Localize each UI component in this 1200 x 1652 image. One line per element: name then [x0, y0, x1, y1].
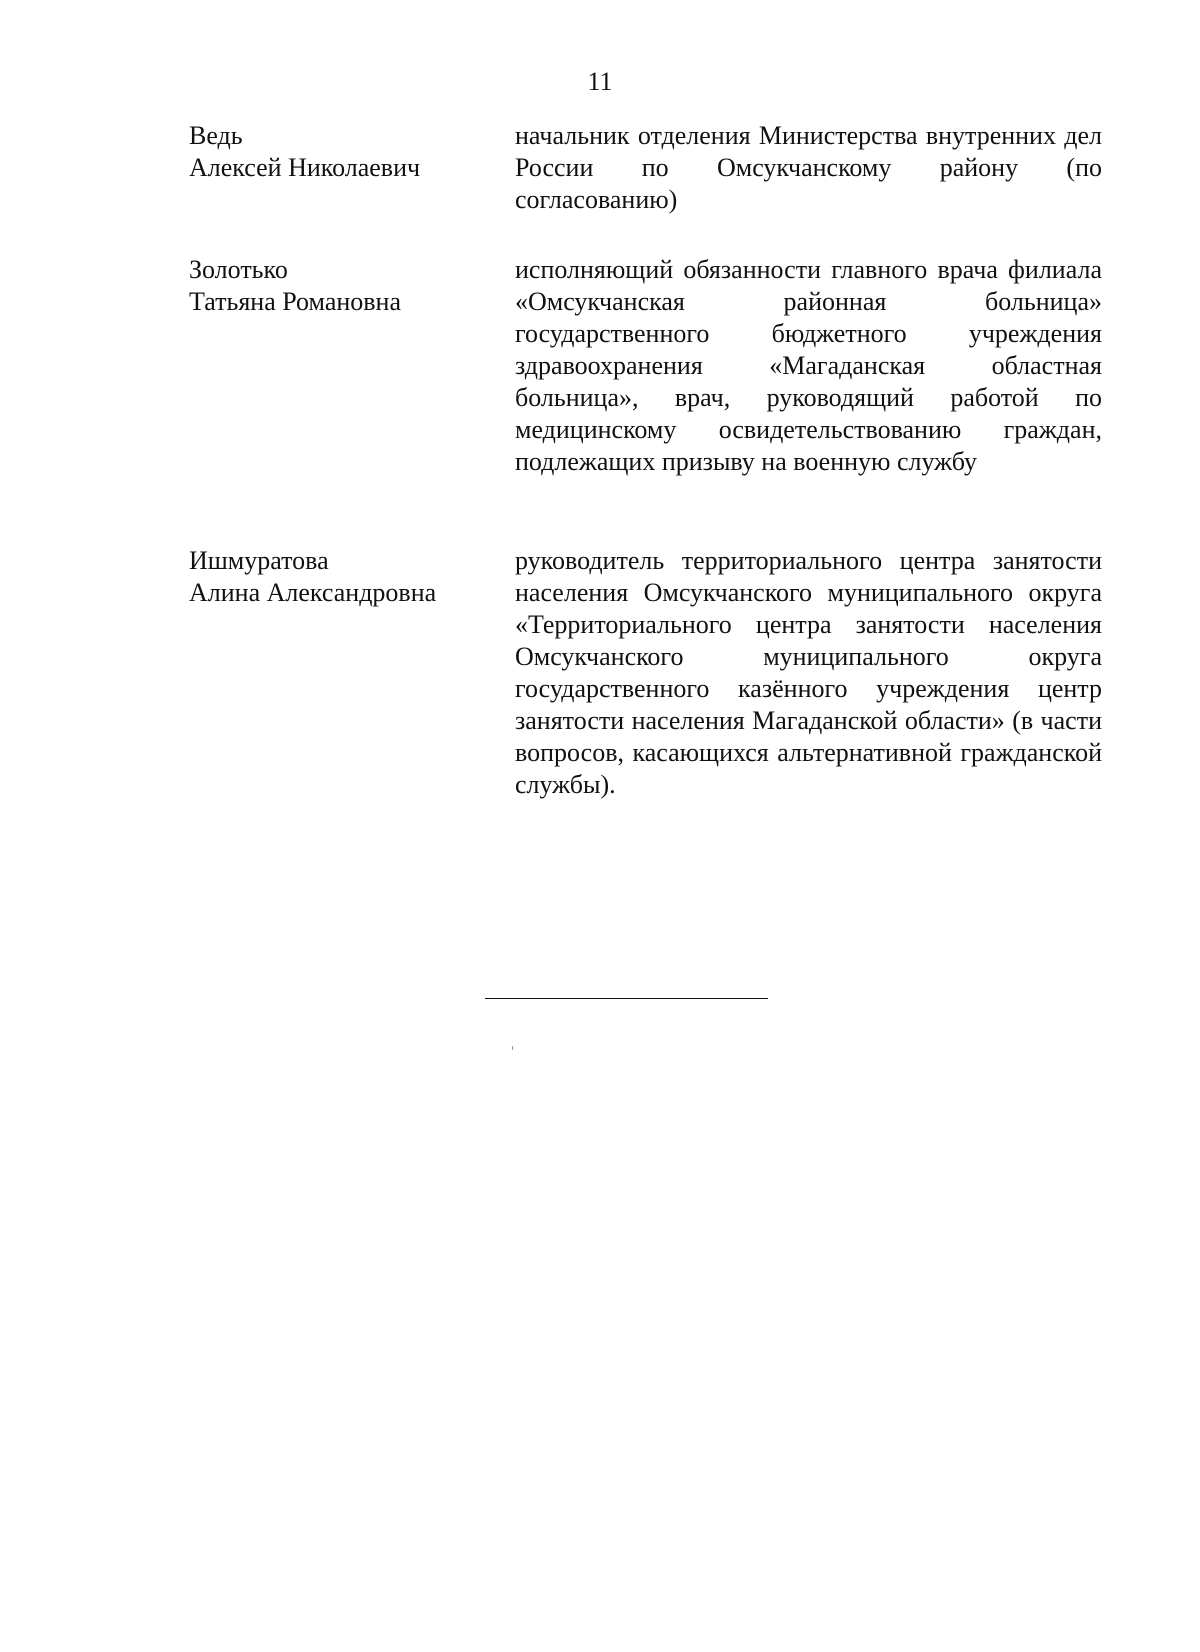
member-position: руководитель территориального центра занятости населения Омсукчанского муниципального округа «Территориального центра занятости населения Омсукчанского муниципального округа государственного казённого учреждения центр занятости населения Магаданской области» (в части вопросов, касающихся альтернативной гражданской службы). [515, 546, 1102, 799]
member-given-names: Алина Александровна [189, 578, 437, 607]
member-given-names: Алексей Николаевич [189, 153, 421, 182]
member-position: начальник отделения Министерства внутренних дел России по Омсукчанскому району (по согласованию) [515, 121, 1102, 214]
page-number: 11 [587, 67, 613, 96]
member-name [189, 254, 509, 318]
member-surname: Ишмуратова [189, 546, 329, 575]
member-position: исполняющий обязанности главного врача филиала «Омсукчанская районная больница» государственного бюджетного учреждения здравоохранения «Магаданская областная больница», врач, руководящий работой по медицинскому освидетельствованию граждан, подлежащих призыву на военную службу [515, 255, 1102, 476]
member-name [189, 120, 509, 184]
scan-speck [512, 1046, 513, 1050]
member-name [189, 545, 509, 609]
member-given-names: Татьяна Романовна [189, 287, 402, 316]
member-surname: Золотько [189, 255, 288, 284]
end-separator-line [485, 998, 768, 999]
member-surname: Ведь [189, 121, 243, 150]
